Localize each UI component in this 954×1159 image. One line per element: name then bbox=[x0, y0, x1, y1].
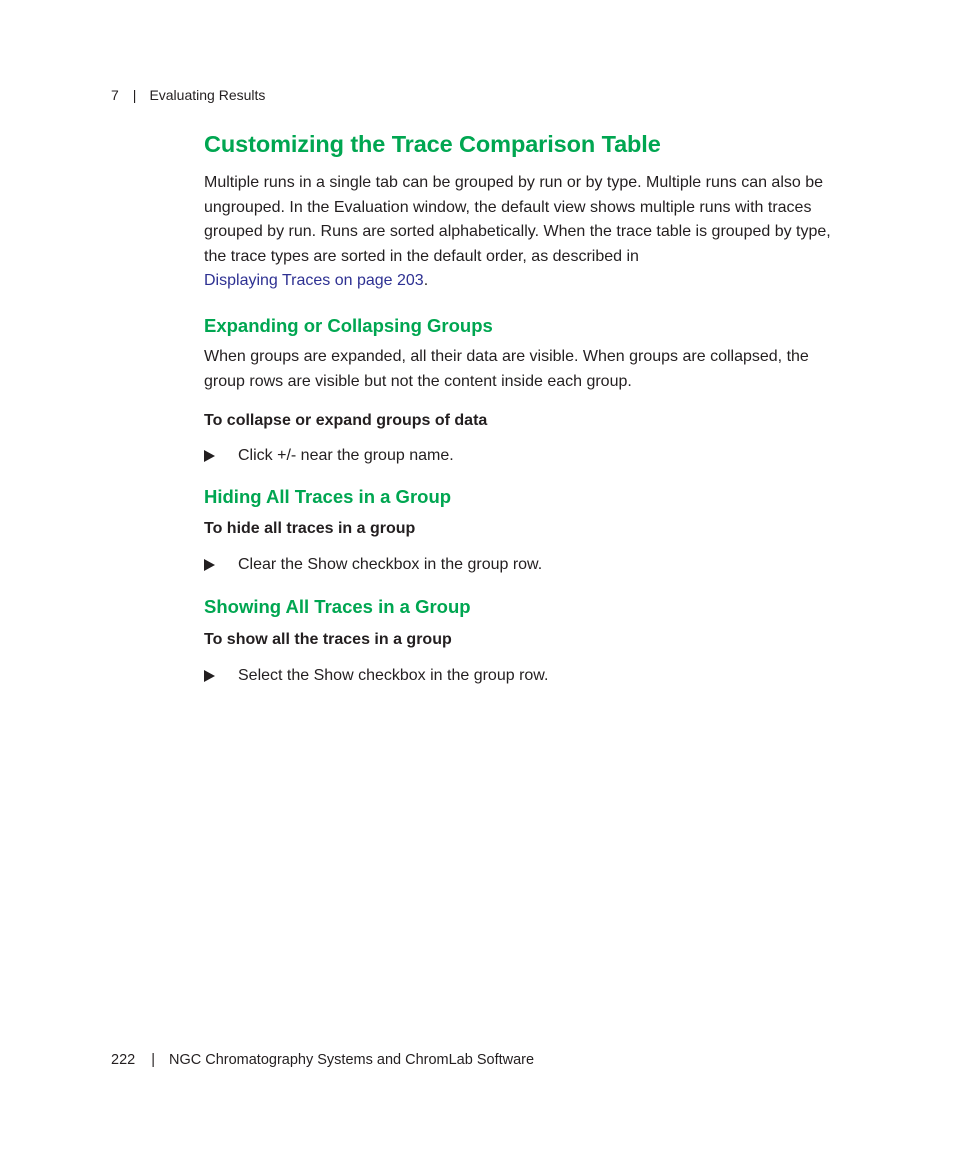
chapter-title: Evaluating Results bbox=[149, 87, 266, 103]
intro-text: Multiple runs in a single tab can be grouped by run or by type. Multiple runs can also be ungrouped. In the Evaluation window, the default view shows multiple runs with traces grouped by run. Runs are sorted alphabetically. When the trace table is grouped by type, the trace types are sorted in the default order, as described in bbox=[204, 174, 831, 265]
step-item bbox=[204, 665, 836, 687]
page-footer bbox=[111, 1052, 534, 1068]
chapter-number: 7 bbox=[111, 87, 119, 103]
page-number: 222 bbox=[111, 1052, 136, 1068]
procedure-title-show: To show all the traces in a group bbox=[204, 631, 452, 649]
subsection-title-showing: Showing All Traces in a Group bbox=[204, 596, 471, 618]
procedure-title-hide: To hide all traces in a group bbox=[204, 520, 416, 538]
intro-paragraph bbox=[204, 171, 836, 294]
step-item bbox=[204, 445, 836, 467]
triangle-bullet-icon bbox=[204, 559, 215, 571]
subsection-title-expanding: Expanding or Collapsing Groups bbox=[204, 314, 493, 336]
step-text: Click +/- near the group name. bbox=[238, 447, 454, 465]
header-separator: | bbox=[132, 87, 137, 103]
triangle-bullet-icon bbox=[204, 670, 215, 682]
step-text: Select the Show checkbox in the group row. bbox=[238, 667, 549, 685]
displaying-traces-link[interactable]: Displaying Traces on page 203 bbox=[204, 272, 424, 290]
intro-end: . bbox=[423, 272, 429, 290]
step-text: Clear the Show checkbox in the group row. bbox=[238, 556, 543, 574]
footer-separator: | bbox=[151, 1052, 155, 1068]
procedure-title-collapse-expand: To collapse or expand groups of data bbox=[204, 412, 488, 430]
section-title: Customizing the Trace Comparison Table bbox=[204, 131, 661, 157]
subsection-body-expanding: When groups are expanded, all their data are visible. When groups are collapsed, the group rows are visible but not the content inside each group. bbox=[204, 347, 809, 390]
running-header bbox=[111, 87, 265, 103]
page-content bbox=[204, 129, 836, 687]
triangle-bullet-icon bbox=[204, 450, 215, 462]
book-title: NGC Chromatography Systems and ChromLab Software bbox=[168, 1052, 535, 1068]
subsection-title-hiding: Hiding All Traces in a Group bbox=[204, 486, 452, 508]
step-item bbox=[204, 554, 836, 576]
